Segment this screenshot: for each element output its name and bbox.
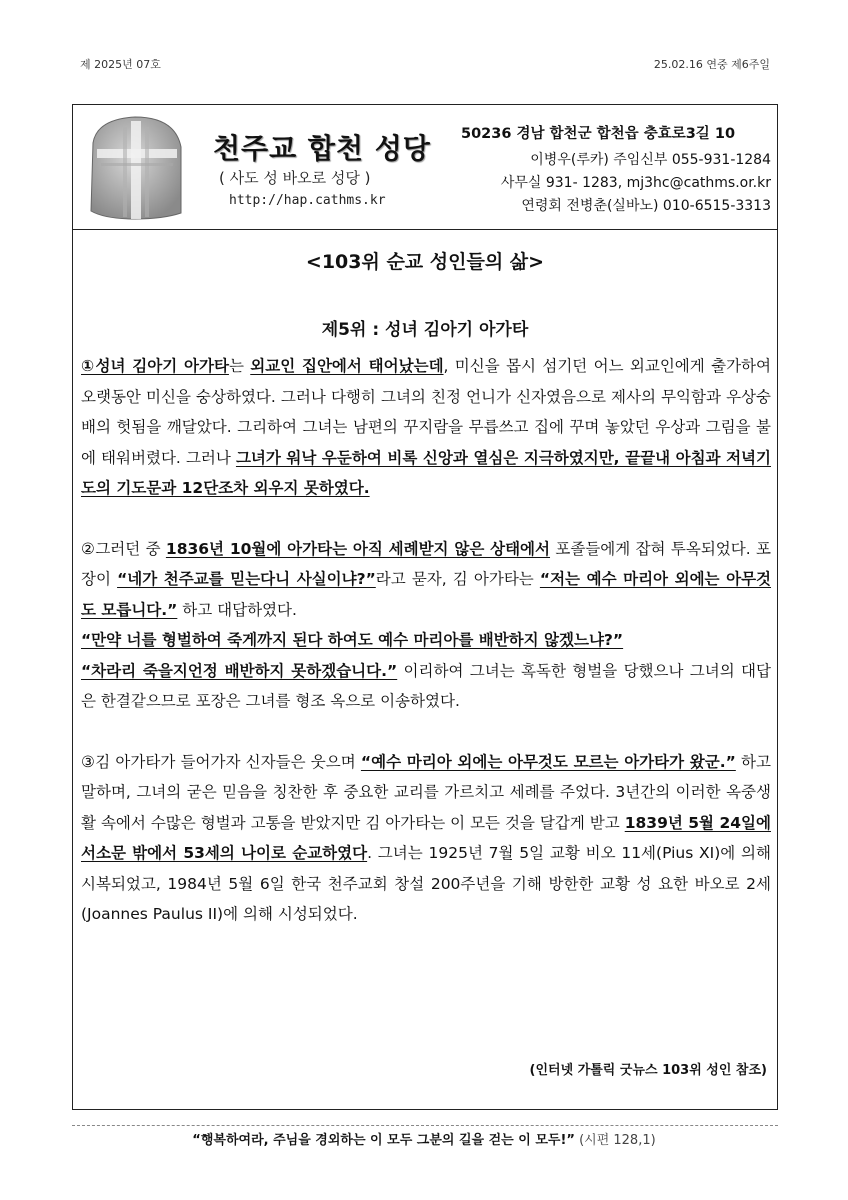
parish-address: 50236 경남 합천군 합천읍 충효로3길 10 (461, 126, 736, 142)
footer-divider (72, 1125, 778, 1126)
p3-text: ③김 아가타가 들어가자 신자들은 웃으며 (81, 752, 361, 771)
patron-name: ( 사도 성 바오로 성당 ) (219, 169, 371, 187)
p2-question-1: “네가 천주교를 믿는다니 사실이냐?” (117, 570, 376, 588)
council-contact: 연령회 전병춘(실바노) 010-6515-3313 (521, 198, 771, 214)
paragraph-3 (81, 747, 771, 930)
p1-saint-name: ①성녀 김아기 아가타 (81, 357, 229, 375)
footer-citation: (시편 128,1) (574, 1133, 656, 1148)
church-cross-logo-icon (83, 113, 189, 221)
footer-quote-line (0, 1129, 848, 1148)
bulletin-frame (72, 104, 778, 1110)
p2-text: 라고 묻자, 김 아가타는 (375, 570, 540, 588)
p2-text: ②그러던 중 (81, 539, 166, 558)
p1-text: , 미신을 몹시 섬기던 어느 외교인에게 출가하여 오랫동안 미신을 숭상하였다. 그러나 다행히 그녀의 친정 언니가 신자였음으로 제사의 무익함과 우상숭배의 헛됨을 깨달았다. 그리하여 그녀는 남편의 꾸지람을 무릅쓰고 집에 꾸며 놓았던 우상과 그림을 불에 태워버렸다. 그러나 (81, 357, 771, 467)
p2-arrest: 1836년 10월에 아가타는 아직 세례받지 않은 상태에서 (165, 539, 551, 558)
parish-url: http://hap.cathms.kr (229, 193, 386, 208)
paragraph-1 (81, 351, 771, 504)
paragraph-2 (81, 534, 771, 717)
footer-quote: “행복하여라, 주님을 경외하는 이 모두 그분의 길을 걷는 이 모두!” (192, 1133, 575, 1148)
article-title: <103위 순교 성인들의 삶> (305, 251, 545, 273)
p2-text: 이리하여 그녀는 혹독한 형벌을 당했으나 그녀의 대답은 한결같으므로 포장은 그녀를 형조 옥으로 이송하였다. (81, 661, 772, 710)
pastor-contact: 이병우(루카) 주임신부 055-931-1284 (530, 152, 771, 168)
p1-highlight: 그녀가 워낙 우둔하여 비록 신앙과 열심은 지극하였지만, 끝끝내 아침과 저녁기도의 기도문과 12단조차 외우지 못하였다. (81, 448, 771, 497)
p2-answer-2: “차라리 죽을지언정 배반하지 못하겠습니다.” (81, 661, 398, 680)
p3-text: 하고 말하며, 그녀의 굳은 믿음을 칭찬한 후 중요한 교리를 가르치고 세례를 주었다. 3년간의 이러한 옥중생활 속에서 수많은 형벌과 고통을 받았지만 김 아가타는 이 모든 것을 달갑게 받고 (81, 752, 772, 832)
contact-block (461, 123, 771, 218)
p1-text: 는 (228, 357, 251, 375)
parish-name: 천주교 합천 성당 (213, 132, 431, 165)
p2-text: 하고 대답하였다. (177, 600, 297, 619)
office-contact: 사무실 931- 1283, mj3hc@cathms.or.kr (500, 175, 771, 191)
p2-text: 포졸들에게 잡혀 투옥되었다. 포장이 (81, 539, 771, 588)
p2-answer-1: “저는 예수 마리아 외에는 아무것도 모릅니다.” (81, 570, 772, 619)
p3-text: . 그녀는 1925년 7월 5일 교황 비오 11세(Pius XI)에 의해 시복되었고, 1984년 5월 6일 한국 천주교회 창설 200주년을 기해 방한한 교황 성 요한 바오로 2세(Joannes Paulus II)에 의해 시성되었다. (81, 844, 771, 923)
issue-date: 25.02.16 연중 제6주일 (653, 58, 770, 71)
article-reference: (인터넷 가톨릭 굿뉴스 103위 성인 참조) (529, 1063, 767, 1078)
bulletin-header (73, 105, 777, 230)
p2-question-2: “만약 너를 형벌하여 죽게까지 된다 하여도 예수 마리아를 배반하지 않겠느냐?” (81, 631, 624, 649)
p3-quote: “예수 마리아 외에는 아무것도 모르는 아가타가 왔군.” (360, 752, 736, 771)
article-subtitle: 제5위 : 성녀 김아기 아가타 (321, 320, 529, 340)
article-body (81, 351, 771, 930)
p1-birth: 외교인 집안에서 태어났는데 (250, 357, 444, 375)
issue-number: 제 2025년 07호 (80, 58, 161, 71)
p3-martyrdom: 1839년 5월 24일에 서소문 밖에서 53세의 나이로 순교하였다 (81, 813, 771, 862)
